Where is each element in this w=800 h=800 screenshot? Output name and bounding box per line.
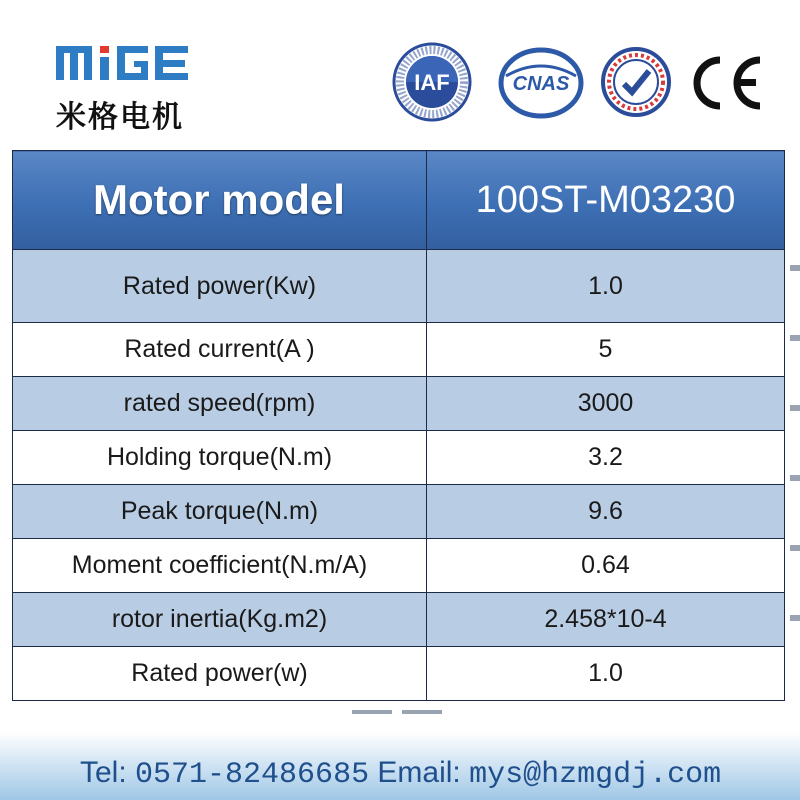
contact-footer [0, 732, 800, 800]
table-row [13, 647, 785, 701]
spec-table [12, 150, 785, 701]
row-label: Rated power(Kw) [13, 250, 427, 323]
email-address: mys@hzmgdj.com [469, 758, 722, 792]
contact-line [80, 756, 721, 792]
mige-logo-icon [56, 40, 196, 84]
row-value: 1.0 [427, 647, 785, 701]
certification-logos [386, 38, 766, 124]
table-row [13, 377, 785, 431]
table-header-row [13, 151, 785, 250]
table-row [13, 250, 785, 323]
row-value: 0.64 [427, 539, 785, 593]
row-value: 2.458*10-4 [427, 593, 785, 647]
table-row [13, 323, 785, 377]
row-value: 3000 [427, 377, 785, 431]
iaf-seal-icon [386, 42, 478, 127]
svg-text:IAF: IAF [414, 70, 450, 95]
table-row [13, 593, 785, 647]
svg-text:CNAS: CNAS [512, 73, 570, 95]
row-label: Moment coefficient(N.m/A) [13, 539, 427, 593]
cnas-seal-icon [496, 46, 586, 125]
brand-name-cn: 米格电机 [56, 100, 184, 135]
header-label: Motor model [13, 151, 427, 250]
row-value: 5 [427, 323, 785, 377]
tel-label: Tel: [80, 756, 136, 789]
bottom-edge-marks [352, 710, 442, 716]
supplier-assessment-seal-icon [600, 44, 672, 125]
row-value: 9.6 [427, 485, 785, 539]
ce-mark-icon [684, 52, 766, 119]
row-label: Holding torque(N.m) [13, 431, 427, 485]
tel-number: 0571-82486685 [135, 758, 370, 792]
header [0, 0, 800, 140]
edge-marks [784, 265, 800, 685]
table-row [13, 539, 785, 593]
row-label: Peak torque(N.m) [13, 485, 427, 539]
brand-logo [56, 40, 196, 135]
row-value: 1.0 [427, 250, 785, 323]
spec-table-container [12, 150, 784, 712]
row-label: rotor inertia(Kg.m2) [13, 593, 427, 647]
row-label: rated speed(rpm) [13, 377, 427, 431]
row-value: 3.2 [427, 431, 785, 485]
table-row [13, 431, 785, 485]
email-label: Email: [369, 756, 470, 789]
row-label: Rated current(A ) [13, 323, 427, 377]
row-label: Rated power(w) [13, 647, 427, 701]
table-row [13, 485, 785, 539]
header-value: 100ST-M03230 [427, 151, 785, 250]
